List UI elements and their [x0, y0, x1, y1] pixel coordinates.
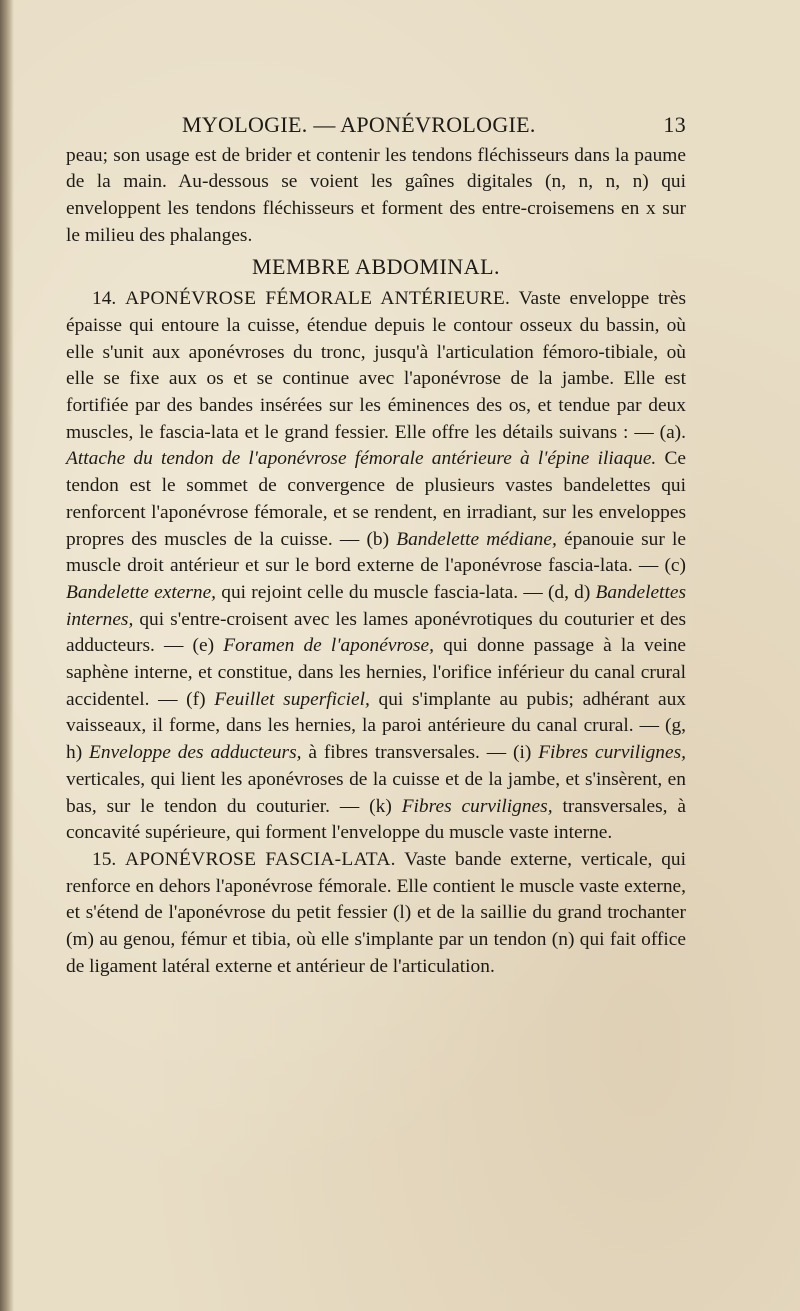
paragraph-15-title: APONÉVROSE FASCIA-LATA.	[125, 848, 396, 870]
paragraph-14-text-7: qui s'implante au pubis; adhérant aux vaisseaux, il forme, dans les hernies, la paroi antérieure du canal crural. — (g, h)	[66, 688, 686, 764]
paragraph-14-title: APONÉVROSE FÉMORALE ANTÉRIEURE.	[125, 288, 511, 310]
paragraph-14-italic-4: Bandelettes internes,	[66, 581, 686, 630]
paragraph-14-text-9: verticales, qui lient les aponévroses de la cuisse et de la jambe, et s'insèrent, en bas, sur le tendon du couturier. — (k)	[66, 768, 686, 817]
paragraph-14-italic-6: Feuillet superficiel,	[214, 688, 370, 710]
running-header	[66, 112, 686, 139]
paragraph-14-italic-8: Fibres curvilignes,	[538, 742, 686, 764]
paragraph-14-italic-5: Foramen de l'aponévrose,	[223, 635, 434, 657]
paragraph-14-italic-1: Attache du tendon de l'aponévrose fémorale antérieure à l'épine iliaque.	[66, 448, 657, 470]
page-binding-shadow	[0, 0, 14, 1311]
paragraph-14-italic-7: Enveloppe des adducteurs,	[89, 742, 302, 764]
paragraph-14-text-4: qui rejoint celle du muscle fascia-lata. — (d, d)	[216, 581, 596, 603]
paragraph-15	[66, 847, 686, 981]
paragraph-14-number: 14.	[92, 288, 117, 310]
section-heading: MEMBRE ABDOMINAL.	[251, 253, 501, 279]
paragraph-14-text-1: Vaste enveloppe très épaisse qui entoure la cuisse, étendue depuis le contour osseux du bassin, où elle s'unit aux aponévroses du tronc, jusqu'à l'articulation fémoro-tibiale, où elle se fixe aux os et se continue avec l'aponévrose de la jambe. Elle est fortifiée par des bandes insérées sur les éminences des os, et tendue par deux muscles, le fascia-lata et le grand fessier. Elle offre les détails suivans : — (a).	[66, 288, 686, 443]
page-number: 13	[663, 112, 686, 137]
paragraph-14-italic-9: Fibres curvilignes,	[401, 795, 553, 817]
intro-paragraph: peau; son usage est de brider et contenir les tendons fléchisseurs dans la paume de la main. Au-dessous se voient les gaînes digitales (n, n, n, n) qui enveloppent les tendons fléchisseurs et forment des entre-croisemens en x sur le milieu des phalanges.	[66, 144, 686, 246]
page-text-block	[66, 112, 686, 981]
paragraph-14-text-6: qui donne passage à la veine saphène interne, et constitue, dans les hernies, l'orifice inférieur du canal crural accidentel. — (f)	[66, 635, 687, 710]
paragraph-14-text-3: épanouie sur le muscle droit antérieur et sur le bord externe de l'aponévrose fascia-lata. — (c)	[66, 528, 686, 577]
paragraph-14-italic-2: Bandelette médiane,	[396, 528, 557, 550]
paragraph-15-number: 15.	[92, 848, 117, 870]
paragraph-15-text: Vaste bande externe, verticale, qui renforce en dehors l'aponévrose fémorale. Elle contient le muscle vaste externe, et s'étend de l'aponévrose du petit fessier (l) et de la saillie du grand trochanter (m) au genou, fémur et tibia, où elle s'implante par un tendon (n) qui fait office de ligament latéral externe et antérieur de l'articulation.	[66, 848, 686, 977]
paragraph-14-text-10: transversales, à concavité supérieure, qui forment l'enveloppe du muscle vaste interne.	[66, 795, 686, 844]
paragraph-14-text-5: qui s'entre-croisent avec les lames aponévrotiques du couturier et des adducteurs. — (e)	[66, 608, 686, 657]
paragraph-14	[66, 286, 686, 847]
paragraph-14-italic-3: Bandelette externe,	[66, 581, 217, 603]
paragraph-14-text-2: Ce tendon est le sommet de convergence de plusieurs vastes bandelettes qui renforcent l'aponévrose fémorale, et se rendent, en irradiant, sur les enveloppes propres des muscles de la cuisse. — (b)	[66, 448, 686, 550]
paragraph-14-text-8: à fibres transversales. — (i)	[301, 742, 539, 764]
running-title: MYOLOGIE. — APONÉVROLOGIE.	[182, 112, 536, 137]
